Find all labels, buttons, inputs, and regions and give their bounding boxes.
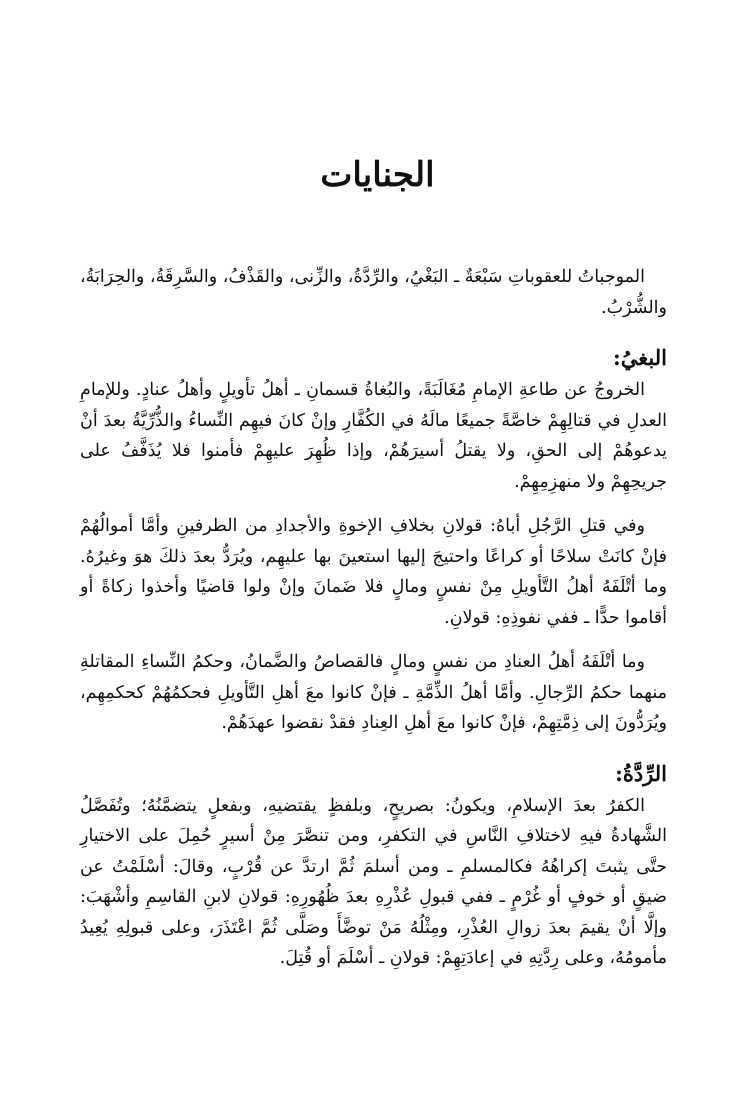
section-heading-riddah: الرِّدَّةُ: xyxy=(615,760,667,786)
baghy-paragraph-1: الخروجُ عن طاعةِ الإمامِ مُغَالَبَةً، والبُغاةُ قسمانِ ـ أهلُ تأويلٍ وأهلُ عنادٍ. وللإمامِ العدلِ في قتالِهِمْ خاصَّةً جميعًا مالَهُ في الكُفَّارِ وإنْ كانَ فيهِم النِّساءُ والذُّرِّيَّةُ بعدَ أنْ يدعوهُمْ إلى الحقِ، ولا يقتلُ أسيرَهُمْ، وإذا ظُهِرَ عليهِمْ فأمنوا فلا يُذَفَّفُ على جريحِهِمْ ولا منهزِمِهِمْ. xyxy=(80,380,667,492)
baghy-paragraph-2: وفي قتلِ الرَّجُلِ أباهُ: قولانِ بخلافِ الإخوةِ والأجدادِ من الطرفينِ وأمَّا أموالُهُمْ فإنْ كانَتْ سلاحًا أو كراعًا واحتيجَ إليها استعينَ بها عليهِم، ويُرَدُّ بعدَ ذلكَ هوَ وغيرُهُ. وما أتْلَفَهُ أهلُ التَّأويلِ مِنْ نفسٍ ومالٍ فلا ضَمانَ وإنْ ولوا قاضيًا وأخذوا زكاةً أو أقاموا حدًّا ـ ففي نفوذِهِ: قولانِ. xyxy=(80,516,667,628)
page-title: الجنايات xyxy=(320,155,435,195)
riddah-paragraph-1: الكفرُ بعدَ الإسلامِ، ويكونُ: بصريحٍ، وبلفظٍ يقتضيهِ، وبفعلٍ يتضمَّنُهُ؛ وتُفَصَّلُ الشَّهادةُ فيهِ لاختلافِ النَّاسِ في التكفرِ، ومن تنصَّرَ مِنْ أسيرٍ حُمِلَ على الاختيارِ حتَّى يثبتَ إكراهُهُ فكالمسلمِ ـ ومن أسلمَ ثُمَّ ارتدَّ عن قُرْبٍ، وقالَ: أسْلَمْتُ عن ضيقٍ أو خوفٍ أو غُرْمٍ ـ ففي قبولِ عُذْرِهِ بعدَ ظُهُورِهِ: قولانِ لابنِ القاسِمِ وأشْهَبَ: وإلَّا أنْ يقيمَ بعدَ زوالِ العُذْرِ، ومِثْلُهُ مَنْ توضَّأَ وصَلَّى ثُمَّ اعْتَذَرَ، وعلى قبولِهِ يُعِيدُ مأمومُهُ، وعلى رِدَّتِهِ في إعادَتِهِمْ: قولانِ ـ أسْلَمَ أو قُتِلَ. xyxy=(80,795,667,968)
baghy-paragraph-3: وما أتْلَفَهُ أهلُ العنادِ من نفسٍ ومالٍ فالقصاصُ والضَّمانُ، وحكمُ النِّساءِ المقاتلةِ منهما حكمُ الرِّجالِ. وأمَّا أهلُ الذِّمَّةِ ـ فإنْ كانوا معَ أهلِ التَّأويلِ فحكمُهُمْ كحكمِهِم، ويُرَدُّونَ إلى ذِمَّتِهِمْ، فإنْ كانوا معَ أهلِ العِنادِ فقدْ نقضوا عهدَهُمْ. xyxy=(80,652,667,733)
document-body xyxy=(0,262,755,974)
section-heading-baghy: البغيُ: xyxy=(613,345,667,370)
intro-paragraph: الموجباتُ للعقوباتِ سَبْعَةٌ ـ البَغْيُ، والرِّدَّةُ، والزِّنى، والقَذْفُ، والسَّرِقَةُ، والحِرَابَةُ، والشُّرْبُ. xyxy=(80,267,667,318)
